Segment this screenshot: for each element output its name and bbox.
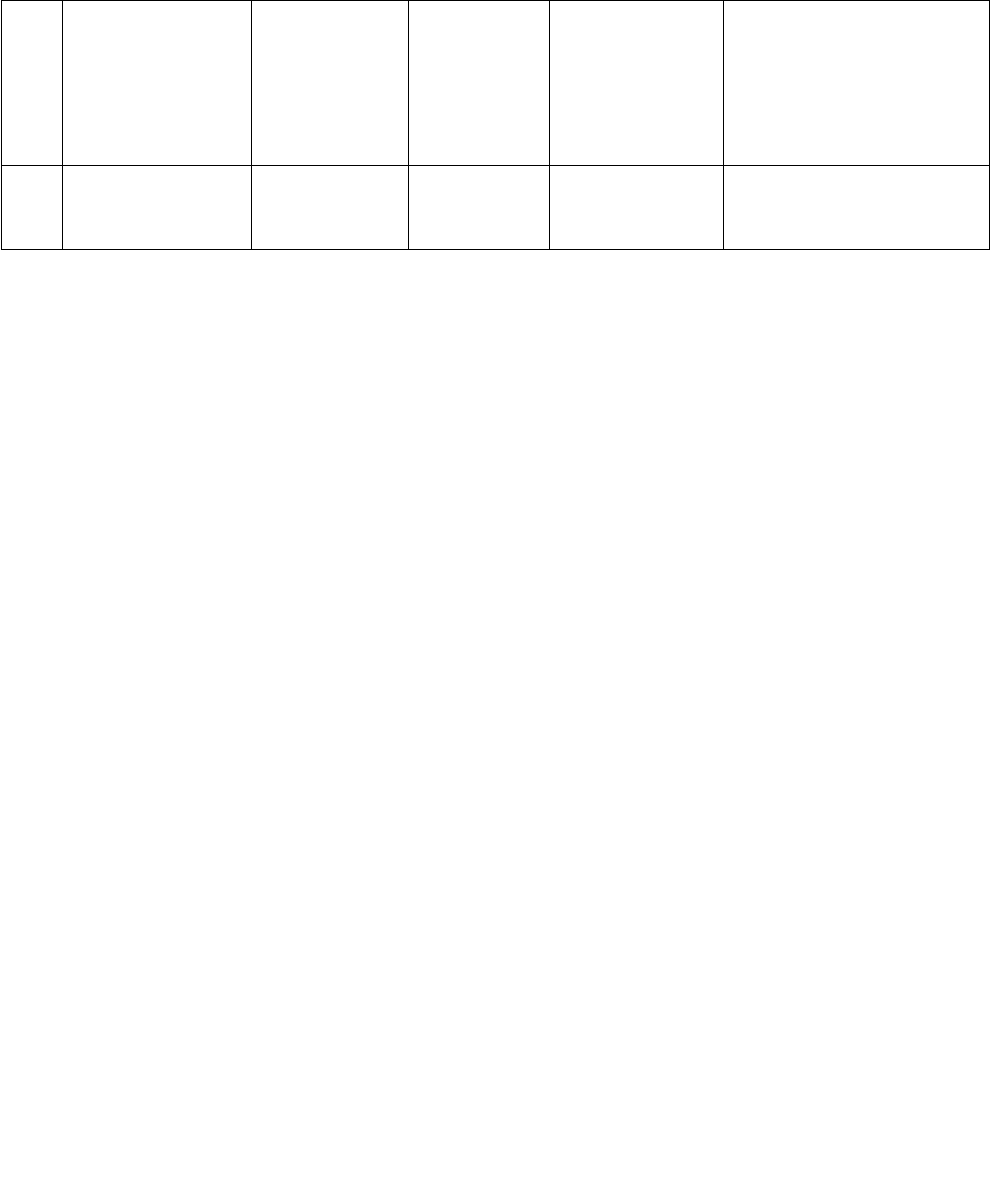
header-dose: [724, 1, 990, 166]
total-row: [2, 166, 990, 250]
total-label: [550, 166, 724, 250]
header-plate: [409, 1, 550, 166]
header-amount: [550, 1, 724, 166]
total-empty-plate: [409, 166, 550, 250]
total-empty-aa: [2, 166, 63, 250]
total-empty-name: [63, 166, 252, 250]
header-row: [2, 1, 990, 166]
payments-table: [1, 0, 990, 250]
header-ktel: [252, 1, 409, 166]
total-value: [724, 166, 990, 250]
header-aa: [2, 1, 63, 166]
total-empty-ktel: [252, 166, 409, 250]
header-beneficiary: [63, 1, 252, 166]
